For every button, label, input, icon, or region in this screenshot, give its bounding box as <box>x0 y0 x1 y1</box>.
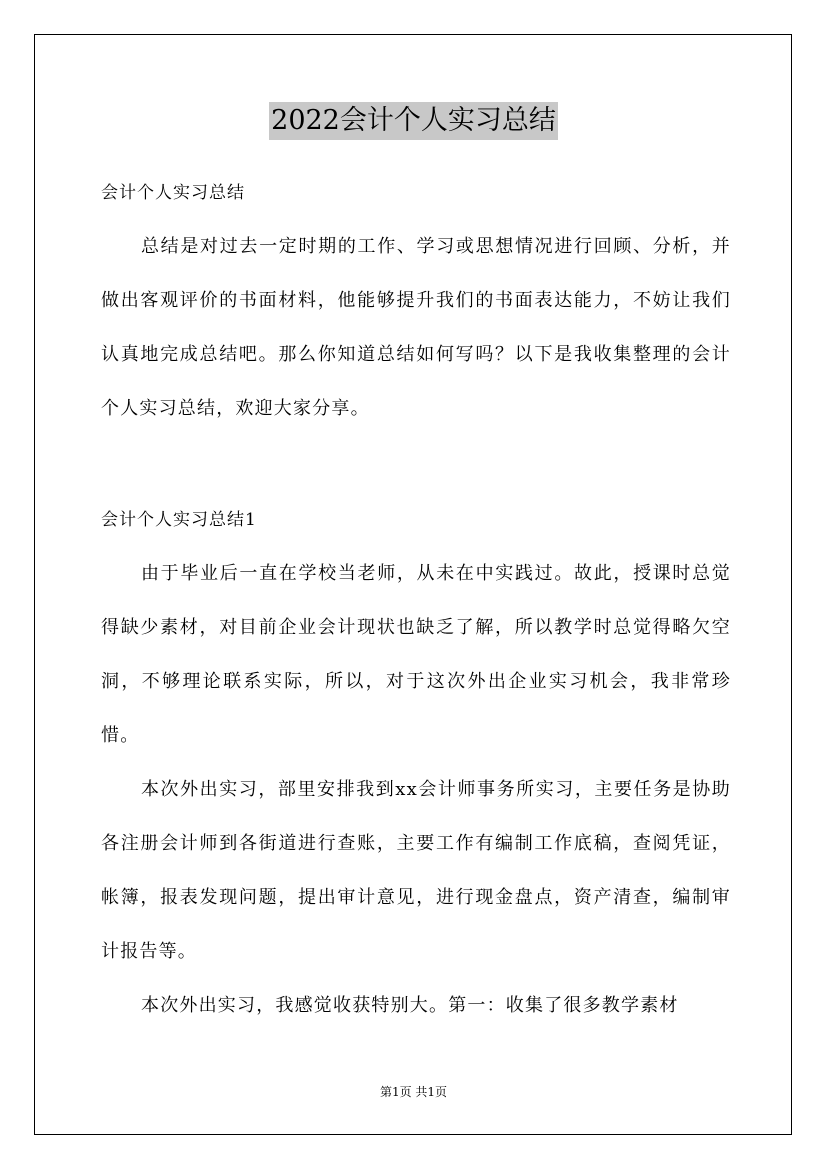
body-paragraph: 由于毕业后一直在学校当老师，从未在中实践过。故此，授课时总觉得缺少素材，对目前企业会计现状也缺乏了解，所以教学时总觉得略欠空洞，不够理论联系实际，所以，对于这次外出企业实习机会，我非常珍惜。 <box>101 563 731 746</box>
intro-paragraph: 总结是对过去一定时期的工作、学习或思想情况进行回顾、分析，并做出客观评价的书面材料，他能够提升我们的书面表达能力，不妨让我们认真地完成总结吧。那么你知道总结如何写吗？以下是我收集整理的会计个人实习总结，欢迎大家分享。 <box>101 236 731 419</box>
body-paragraph: 本次外出实习，我感觉收获特别大。第一：收集了很多教学素材 <box>141 995 679 1016</box>
page-footer <box>0 1083 827 1101</box>
document-title: 2022会计个人实习总结 <box>269 102 558 140</box>
document-subtitle: 会计个人实习总结 <box>101 183 245 203</box>
body-block <box>101 547 731 1033</box>
section-heading: 会计个人实习总结1 <box>101 510 257 530</box>
title-wrapper <box>0 102 827 140</box>
page-number: 第1页 共1页 <box>379 1085 448 1099</box>
intro-block <box>101 220 731 436</box>
body-paragraph: 本次外出实习，部里安排我到xx会计师事务所实习，主要任务是协助各注册会计师到各街道进行查账，主要工作有编制工作底稿，查阅凭证，帐簿，报表发现问题，提出审计意见，进行现金盘点，资产清查，编制审计报告等。 <box>101 779 731 962</box>
